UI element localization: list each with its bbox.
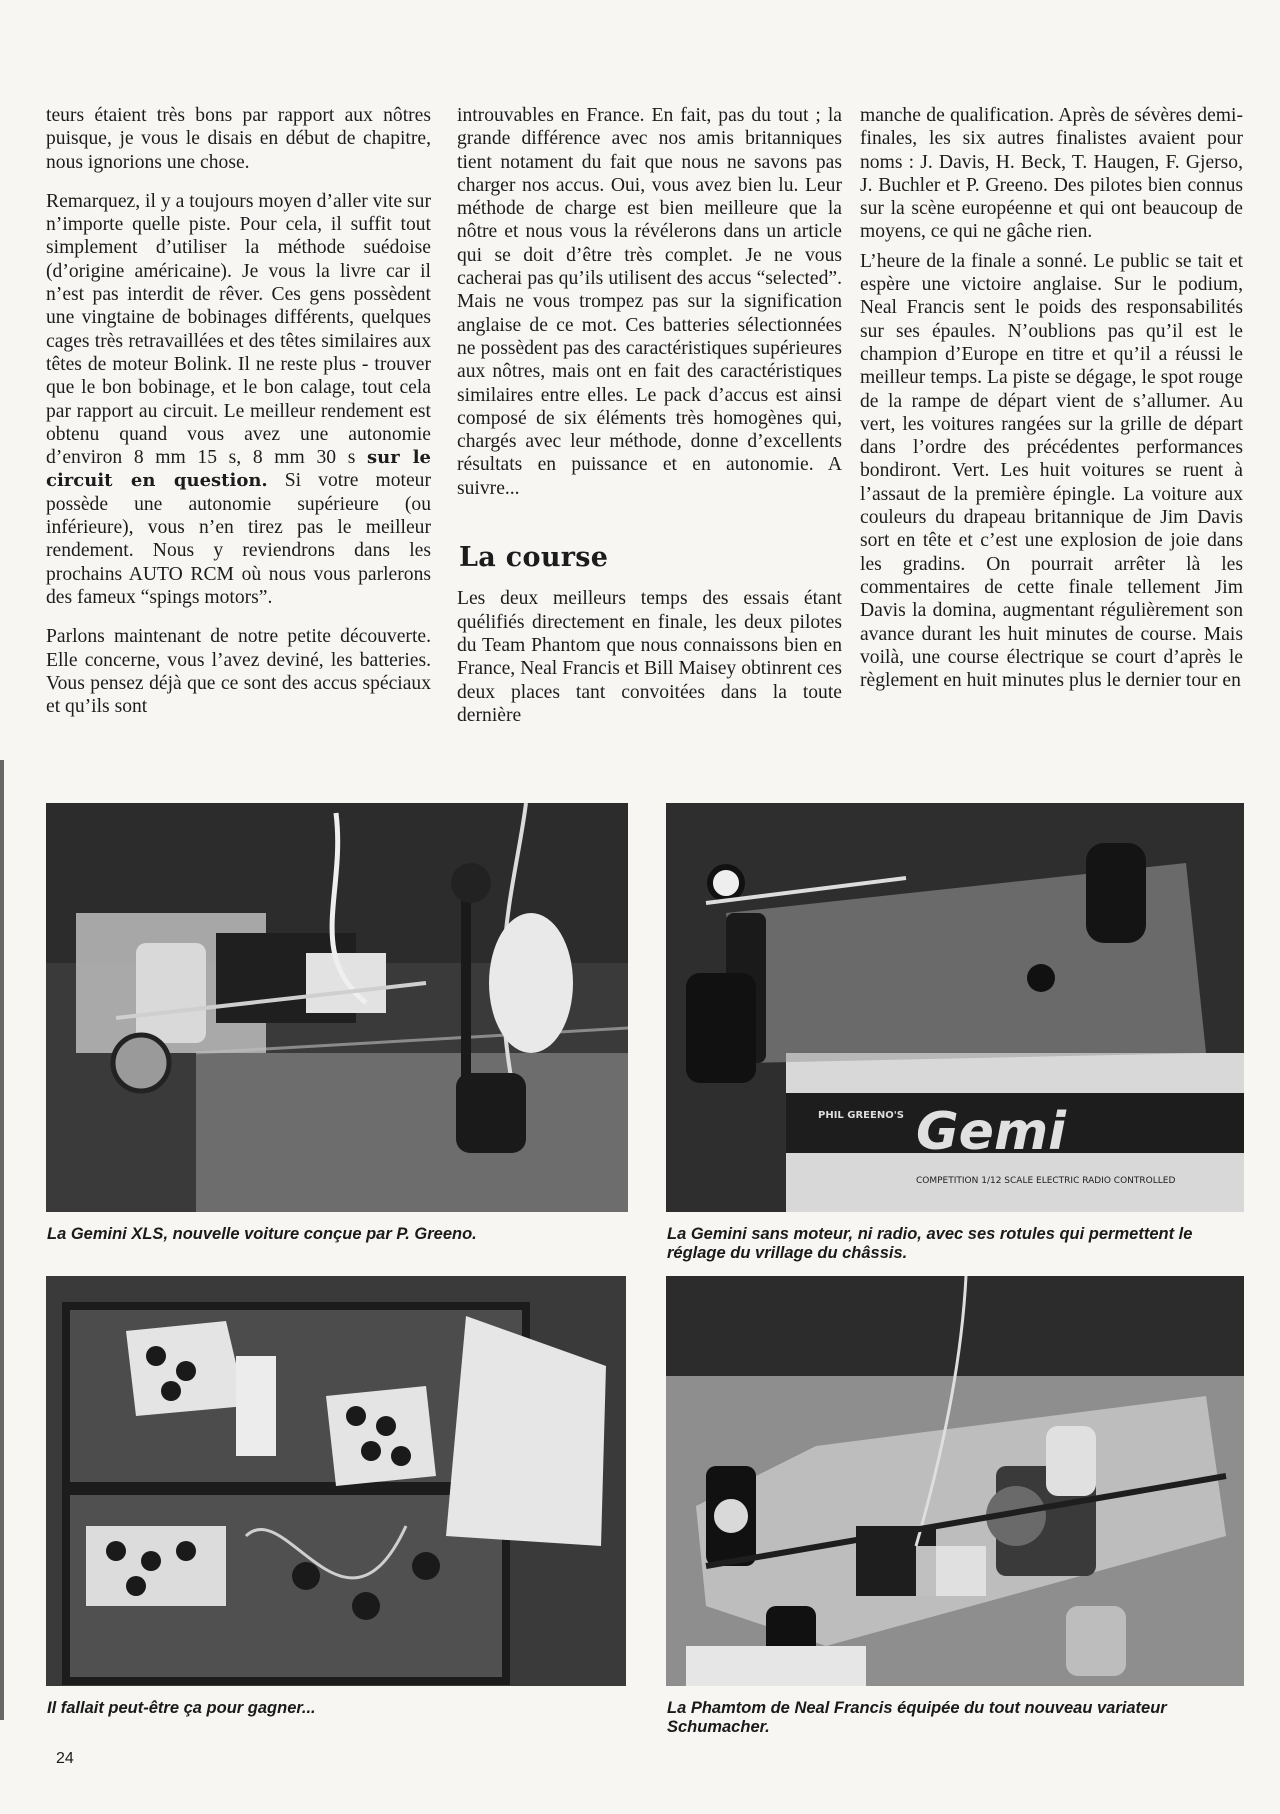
- photo-caption: Il fallait peut-être ça pour gagner...: [47, 1699, 316, 1717]
- paragraph: L’heure de la finale a sonné. Le public se tait et espère une victoire anglaise. Sur le podium, Neal Francis sent le poids des responsabilités sur ses épaules. N’oublions pas qu’il est le champion d’Europe en titre et qu’il a réussi le meilleur temps. La piste se dégage, le spot rouge de la rampe de départ vient de s’allumer. Au vert, les voitures rangées sur la grille de départ dans l’ordre des précédentes performances bondiront. Vert. Les huit voitures se ruent à l’assaut de la première épingle. La voiture aux couleurs du drapeau britannique de Jim Davis sort en tête et c’est une explosion de joie dans les gradins. On pourrait arrêter là les commentaires de cette finale tellement Jim Davis la domina, augmentant régulièrement son avance durant les huit minutes de course. Mais voilà, une course électrique se court d’après le règlement en huit minutes plus le dernier tour en: [860, 250, 1243, 692]
- photo-gemini-xls: [46, 803, 628, 1212]
- paragraph: introuvables en France. En fait, pas du tout ; la grande différence avec nos amis britanniques tient notament du fait que nous ne savons pas charger nos accus. Oui, vous avez bien lu. Leur méthode de charge est bien meilleure que la nôtre et nous vous la révélerons dans un article qui se doit d’être très complet. Je ne vous cacherai pas qu’ils utilisent des accus “selected”. Mais ne vous trompez pas sur la signification anglaise de ce mot. Ces batteries sélectionnées ne possèdent pas des caractéristiques supérieures aux nôtres, mais ont en fait des caractéristiques similaires entre elles. Le pack d’accus est ainsi composé de six éléments très homogènes qui, chargés avec leur méthode, donne d’excellents résultats en puissance et en autonomie. A suivre...: [457, 105, 842, 499]
- photo-caption: La Gemini sans moteur, ni radio, avec ses rotules qui permettent le réglage du vrillage du châssis.: [667, 1225, 1193, 1262]
- paragraph: Les deux meilleurs temps des essais étant quélifiés directement en finale, les deux pilotes du Team Phantom que nous connaissons bien en France, Neal Francis et Bill Maisey obtinrent ces deux places tant convoitées dans la toute dernière: [457, 588, 842, 726]
- photo-caption: La Gemini XLS, nouvelle voiture conçue par P. Greeno.: [47, 1225, 477, 1243]
- page-edge-shadow: [0, 760, 4, 1720]
- photo-motor-parts-box: [46, 1276, 626, 1686]
- text-column-3: [860, 104, 1243, 708]
- box-label-small: PHIL GREENO'S: [818, 1110, 904, 1121]
- box-label-line: COMPETITION 1/12 SCALE ELECTRIC RADIO CONTROLLED: [916, 1176, 1176, 1186]
- paragraph: manche de qualification. Après de sévères demi-finales, les six autres finalistes avaient pour noms : J. Davis, H. Beck, T. Haugen, F. Gjerso, J. Buchler et P. Greeno. Des pilotes bien connus sur la scène européenne et qui ont beaucoup de moyens, ce qui ne gâche rien.: [860, 105, 1243, 243]
- bold-text: sur le circuit en question.: [46, 447, 432, 492]
- text-column-2: [457, 104, 842, 743]
- paragraph: [46, 190, 431, 609]
- page-number: 24: [56, 1750, 74, 1767]
- paragraph: teurs étaient très bons par rapport aux nôtres puisque, je vous le disais en début de chapitre, nous ignorions une chose.: [46, 105, 431, 173]
- text-run: Si votre moteur possède une autonomie supérieure (ou inférieure), vous n’en tirez pas le meilleur rendement. Nous y reviendrons dans les prochains AUTO RCM où nous vous parlerons des fameux “spings motors”.: [46, 470, 432, 608]
- photo-gemini-chassis: [666, 803, 1244, 1212]
- box-label-brand: Gemi: [916, 1102, 1066, 1162]
- text-run: Remarquez, il y a toujours moyen d’aller vite sur n’importe quelle piste. Pour cela, il suffit tout simplement d’utiliser la méthode suédoise (d’origine américaine). Je vous la livre car il n’est pas interdit de rêver. Ces gens possèdent une vingtaine de bobinages différents, quelques cages très retravaillées et des têtes similaires aux têtes de moteur Bolink. Il ne reste plus - trouver que le bon bobinage, et le bon calage, tout cela par rapport au circuit. Le meilleur rendement est obtenu quand vous avez une autonomie d’environ 8 mm 15 s, 8 mm 30 s: [46, 190, 431, 469]
- text-column-1: [46, 104, 431, 734]
- section-heading: La course: [459, 542, 609, 574]
- paragraph: Parlons maintenant de notre petite découverte. Elle concerne, vous l’avez deviné, les batteries. Vous pensez déjà que ce sont des accus spéciaux et qu’ils sont: [46, 626, 431, 718]
- photo-caption: La Phamtom de Neal Francis équipée du tout nouveau variateur Schumacher.: [667, 1699, 1167, 1736]
- photo-phantom-car: [666, 1276, 1244, 1686]
